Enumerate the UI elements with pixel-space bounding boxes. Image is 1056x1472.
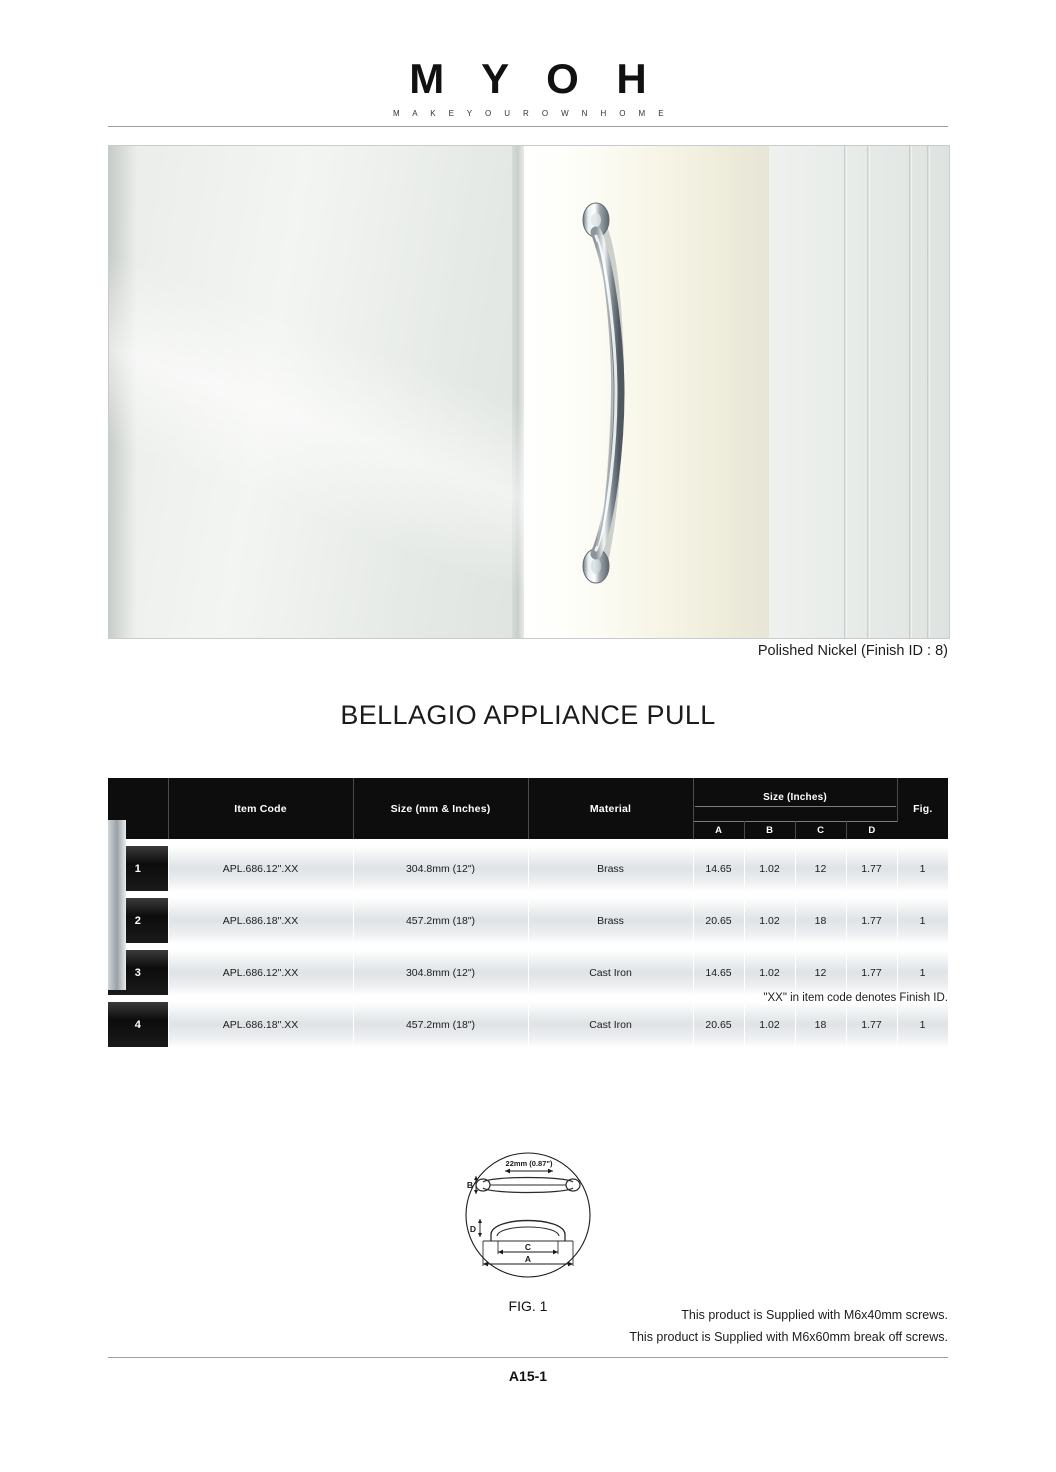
cell-b: 1.02: [744, 898, 795, 943]
cell-fig: 1: [897, 846, 948, 891]
cell-d: 1.77: [846, 1002, 897, 1047]
table-row: [108, 846, 948, 891]
col-header-size-group: [693, 778, 897, 822]
panel-groove: [844, 146, 847, 638]
screw-notes: [108, 1305, 948, 1349]
spec-table-container: [108, 778, 948, 1047]
col-header-d: D: [846, 822, 897, 840]
col-header-item-code: Item Code: [168, 778, 353, 839]
cell-c: 18: [795, 1002, 846, 1047]
cell-item-code: APL.686.12".XX: [168, 950, 353, 995]
row-index: 1: [108, 846, 168, 891]
spec-table-head: [108, 778, 948, 839]
cell-material: Brass: [528, 898, 693, 943]
brand-tagline: M A K E Y O U R O W N H O M E: [393, 109, 669, 118]
cell-item-code: APL.686.18".XX: [168, 898, 353, 943]
cell-size: 304.8mm (12"): [353, 846, 528, 891]
cell-fig: 1: [897, 898, 948, 943]
header-divider: [108, 126, 948, 127]
col-header-b: B: [744, 822, 795, 840]
row-index: 4: [108, 1002, 168, 1047]
cell-material: Cast Iron: [528, 1002, 693, 1047]
photo-scene: [109, 146, 949, 638]
row-spacer: [108, 943, 948, 950]
photo-sheen: [109, 146, 529, 638]
appliance-pull-handle-icon: [539, 198, 709, 598]
svg-text:A: A: [524, 1254, 532, 1264]
cell-fig: 1: [897, 950, 948, 995]
spec-table-body: [108, 839, 948, 1047]
brand-logo: [0, 55, 1056, 118]
cell-material: Brass: [528, 846, 693, 891]
cell-c: 18: [795, 898, 846, 943]
cell-a: 20.65: [693, 1002, 744, 1047]
col-header-size-group-label: Size (Inches): [695, 792, 896, 807]
product-photo: [108, 145, 950, 639]
row-index: 3: [108, 950, 168, 995]
col-header-material: Material: [528, 778, 693, 839]
page-title: BELLAGIO APPLIANCE PULL: [340, 700, 716, 730]
cell-c: 12: [795, 846, 846, 891]
col-header-size: Size (mm & Inches): [353, 778, 528, 839]
figure-1: [0, 1140, 1056, 1310]
cell-size: 457.2mm (18"): [353, 1002, 528, 1047]
photo-caption: Polished Nickel (Finish ID : 8): [757, 643, 948, 659]
col-header-c: C: [795, 822, 846, 840]
row-spacer: [108, 891, 948, 898]
spec-table: [108, 778, 949, 1047]
cell-item-code: APL.686.12".XX: [168, 846, 353, 891]
cell-a: 14.65: [693, 950, 744, 995]
screw-note-2: This product is Supplied with M6x60mm break off screws.: [629, 1329, 948, 1344]
cell-d: 1.77: [846, 898, 897, 943]
cell-d: 1.77: [846, 950, 897, 995]
cabinet-panel-right: [769, 146, 949, 638]
cell-b: 1.02: [744, 950, 795, 995]
cell-d: 1.77: [846, 846, 897, 891]
table-row: [108, 898, 948, 943]
col-header-fig: Fig.: [897, 778, 948, 839]
cell-fig: 1: [897, 1002, 948, 1047]
cell-a: 20.65: [693, 898, 744, 943]
screw-note-1: This product is Supplied with M6x40mm screws.: [681, 1308, 948, 1322]
cell-b: 1.02: [744, 846, 795, 891]
cell-size: 457.2mm (18"): [353, 898, 528, 943]
cell-a: 14.65: [693, 846, 744, 891]
table-row: [108, 1002, 948, 1047]
page-number: A15-1: [508, 1368, 548, 1384]
panel-groove: [927, 146, 930, 638]
cell-item-code: APL.686.18".XX: [168, 1002, 353, 1047]
col-header-a: A: [693, 822, 744, 840]
row-index: 2: [108, 898, 168, 943]
cell-material: Cast Iron: [528, 950, 693, 995]
row-spacer: [108, 839, 948, 846]
brand-logo-text: M Y O H: [409, 55, 660, 102]
dimension-diagram-icon: [413, 1140, 643, 1305]
cell-b: 1.02: [744, 1002, 795, 1047]
svg-text:22mm (0.87"): 22mm (0.87"): [505, 1159, 553, 1168]
svg-text:B: B: [466, 1180, 474, 1190]
panel-groove: [909, 146, 912, 638]
svg-text:C: C: [524, 1242, 532, 1252]
table-left-accent-bar: [108, 820, 126, 990]
spec-header-row: [108, 778, 948, 822]
svg-text:D: D: [469, 1224, 477, 1234]
figure-caption: FIG. 1: [508, 1298, 548, 1314]
cell-size: 304.8mm (12"): [353, 950, 528, 995]
table-footnote: "XX" in item code denotes Finish ID.: [763, 992, 948, 1004]
footer-divider: [108, 1357, 948, 1358]
cell-c: 12: [795, 950, 846, 995]
panel-groove: [867, 146, 870, 638]
table-row: [108, 950, 948, 995]
